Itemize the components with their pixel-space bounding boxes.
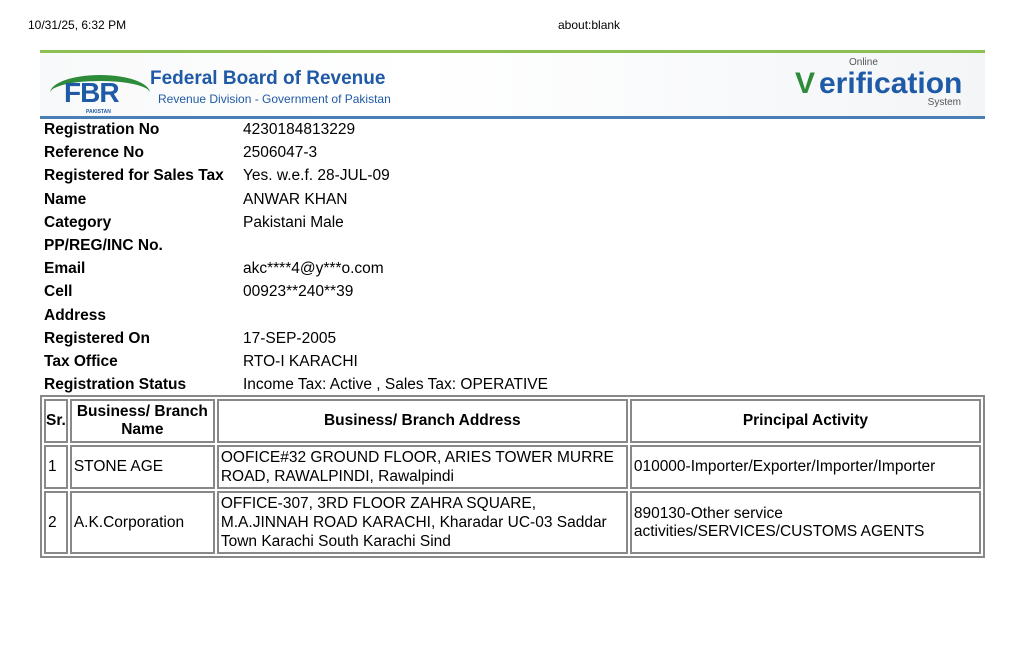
detail-value: Yes. w.e.f. 28-JUL-09 — [243, 167, 390, 185]
detail-label: Cell — [44, 283, 73, 301]
detail-row — [44, 188, 548, 211]
col-branch-name: Business/ Branch Name — [70, 399, 215, 443]
detail-value: Pakistani Male — [243, 213, 344, 231]
page-title: about:blank — [558, 18, 621, 32]
detail-row — [44, 141, 548, 164]
detail-row — [44, 350, 548, 373]
table-header-row — [44, 399, 981, 443]
detail-label: Tax Office — [44, 352, 118, 370]
detail-value: 4230184813229 — [243, 121, 356, 138]
detail-label: Address — [44, 306, 107, 324]
detail-value: 00923**240**39 — [243, 283, 354, 301]
detail-row — [44, 373, 548, 396]
detail-row — [44, 280, 548, 303]
detail-row — [44, 118, 548, 141]
col-principal-activity: Principal Activity — [630, 399, 981, 443]
col-sr: Sr. — [44, 399, 68, 443]
detail-value: akc****4@y***o.com — [243, 260, 384, 278]
detail-label: Registration Status — [44, 376, 187, 394]
print-datetime: 10/31/25, 6:32 PM — [28, 18, 127, 32]
cell-sr: 1 — [44, 445, 68, 489]
cell-branch-address: OOFICE#32 GROUND FLOOR, ARIES TOWER MURRE ROAD, RAWALPINDI, Rawalpindi — [217, 445, 628, 489]
detail-label: Registered On — [44, 329, 150, 347]
detail-value: 2506047-3 — [243, 144, 318, 162]
detail-row — [44, 234, 548, 257]
cell-principal-activity: 010000-Importer/Exporter/Importer/Importer — [630, 445, 981, 489]
detail-value: RTO-I KARACHI — [243, 352, 358, 370]
detail-label: Email — [44, 260, 86, 278]
cell-principal-activity: 890130-Other service activities/SERVICES/CUSTOMS AGENTS — [630, 491, 981, 554]
cell-branch-name: A.K.Corporation — [70, 491, 215, 554]
detail-label: Reference No — [44, 144, 144, 162]
detail-row — [44, 211, 548, 234]
business-branch-table — [40, 395, 985, 558]
registration-details — [44, 118, 548, 396]
cell-branch-name: STONE AGE — [70, 445, 215, 489]
online-verification-logo: Online V erification System — [795, 57, 963, 108]
col-branch-address: Business/ Branch Address — [217, 399, 628, 443]
table-row — [44, 445, 981, 489]
detail-value: 17-SEP-2005 — [243, 329, 337, 347]
detail-value: ANWAR KHAN — [243, 190, 348, 208]
detail-label: PP/REG/INC No. — [44, 236, 163, 254]
org-title: Federal Board of Revenue — [150, 68, 386, 89]
detail-label: Category — [44, 213, 112, 231]
cell-branch-address: OFFICE-307, 3RD FLOOR ZAHRA SQUARE, M.A.JINNAH ROAD KARACHI, Kharadar UC-03 Saddar Town Karachi South Karachi Sind — [217, 491, 628, 554]
cell-sr: 2 — [44, 491, 68, 554]
detail-label: Registration No — [44, 121, 160, 138]
detail-row — [44, 327, 548, 350]
fbr-logo: FBR PAKISTAN — [46, 63, 146, 113]
detail-value: Income Tax: Active , Sales Tax: OPERATIVE — [243, 376, 548, 394]
detail-row — [44, 304, 548, 327]
table-row — [44, 491, 981, 554]
org-subtitle: Revenue Division - Government of Pakistan — [158, 92, 391, 106]
detail-row — [44, 257, 548, 280]
fbr-header-banner — [40, 50, 985, 119]
detail-label: Name — [44, 190, 87, 208]
detail-label: Registered for Sales Tax — [44, 167, 224, 185]
detail-row — [44, 164, 548, 187]
